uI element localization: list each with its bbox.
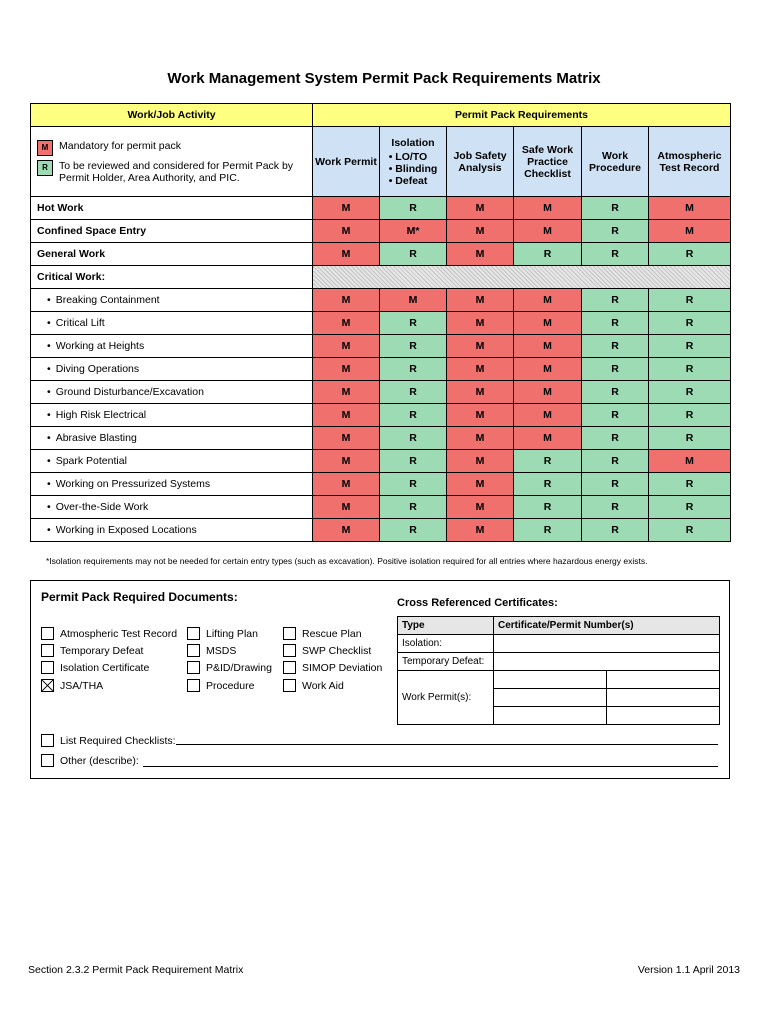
requirement-cell: R (649, 404, 731, 427)
requirement-cell: R (582, 473, 649, 496)
activity-label: • Working on Pressurized Systems (31, 473, 313, 496)
requirement-cell: M (447, 381, 514, 404)
requirement-cell: R (380, 473, 447, 496)
requirement-cell: M (514, 381, 582, 404)
activity-label: • Breaking Containment (31, 289, 313, 312)
header-work-activity: Work/Job Activity (31, 104, 313, 127)
activity-label: • Working in Exposed Locations (31, 519, 313, 542)
requirement-cell: M (514, 335, 582, 358)
requirement-cell: R (649, 473, 731, 496)
requirement-cell: M (313, 358, 380, 381)
bullet-icon: • (47, 317, 51, 329)
xref-work-permit-field[interactable] (607, 671, 720, 689)
checkbox-box[interactable] (187, 679, 200, 692)
checkbox-msds[interactable]: MSDS (187, 644, 236, 657)
requirement-cell: M (514, 197, 582, 220)
requirement-cell: M (313, 450, 380, 473)
col-work-procedure: Work Procedure (582, 127, 649, 197)
requirement-cell: R (380, 404, 447, 427)
checkbox-box[interactable] (283, 679, 296, 692)
activity-label: Confined Space Entry (31, 220, 313, 243)
requirement-cell: R (649, 243, 731, 266)
legend-text: To be reviewed and considered for Permit Pack by Permit Holder, Area Authority, and PIC. (59, 159, 294, 184)
requirement-cell: M (447, 427, 514, 450)
bullet-icon: • (47, 524, 51, 536)
requirement-cell: R (582, 427, 649, 450)
bullet-icon: • (47, 340, 51, 352)
requirement-cell: R (380, 450, 447, 473)
col-atmospheric: Atmospheric Test Record (649, 127, 731, 197)
matrix-row (31, 243, 731, 266)
xref-col-number: Certificate/Permit Number(s) (494, 617, 720, 635)
requirement-cell: R (514, 243, 582, 266)
activity-label: • Abrasive Blasting (31, 427, 313, 450)
checkbox-box[interactable] (187, 661, 200, 674)
xref-work-permit-field[interactable] (607, 707, 720, 725)
requirement-cell: M (514, 289, 582, 312)
page-title: Work Management System Permit Pack Requirements Matrix (167, 70, 601, 87)
requirement-cell: R (380, 335, 447, 358)
legend-swatch: R (37, 160, 53, 176)
requirement-cell: M (447, 404, 514, 427)
bullet-icon: • (47, 409, 51, 421)
isolation-item: • Defeat (388, 174, 428, 187)
xref-row-work-permit: Work Permit(s): (398, 671, 494, 725)
matrix-row (31, 473, 731, 496)
requirement-cell: M (313, 197, 380, 220)
requirement-cell: M (313, 312, 380, 335)
bullet-icon: • (47, 294, 51, 306)
col-work-permit: Work Permit (313, 127, 380, 197)
activity-label: Critical Work: (31, 266, 313, 289)
matrix-row (31, 266, 731, 289)
bullet-icon: • (47, 386, 51, 398)
col-swp-checklist: Safe Work Practice Checklist (514, 127, 582, 197)
checkbox-box[interactable] (41, 754, 54, 767)
checkbox-box[interactable] (41, 644, 54, 657)
requirement-cell: M (313, 427, 380, 450)
requirement-cell: R (649, 358, 731, 381)
checkbox-box[interactable] (187, 627, 200, 640)
checkbox-box[interactable] (41, 734, 54, 747)
checklists-line[interactable] (176, 732, 718, 745)
xref-table (397, 616, 720, 725)
required-documents-panel (30, 580, 730, 779)
xref-work-permit-field[interactable] (494, 707, 607, 725)
activity-label: • Diving Operations (31, 358, 313, 381)
requirement-cell: M (447, 289, 514, 312)
bullet-icon: • (47, 363, 51, 375)
requirement-cell: R (514, 473, 582, 496)
checkbox-box[interactable] (283, 661, 296, 674)
requirement-cell: R (582, 220, 649, 243)
requirement-cell: R (582, 243, 649, 266)
requirement-cell: R (649, 381, 731, 404)
requirement-cell: M (514, 312, 582, 335)
checkbox-jsa-tha[interactable]: JSA/THA (41, 679, 103, 692)
isolation-note: *Isolation requirements may not be needed for certain entry types (such as excavation). Positive isolation required for all entries where hazardous energy exists. (46, 556, 648, 566)
requirement-cell: R (649, 335, 731, 358)
requirement-cell: R (380, 312, 447, 335)
activity-label: • Over-the-Side Work (31, 496, 313, 519)
col-isolation-label: Isolation (391, 136, 435, 149)
requirement-cell: R (649, 312, 731, 335)
documents-title: Permit Pack Required Documents: (41, 590, 238, 604)
xref-title: Cross Referenced Certificates: (397, 597, 558, 609)
requirement-cell: R (582, 312, 649, 335)
legend-text: Mandatory for permit pack (59, 139, 181, 152)
bullet-icon: • (47, 501, 51, 513)
checkbox-atmospheric[interactable]: Atmospheric Test Record (41, 627, 177, 640)
col-jsa: Job Safety Analysis (447, 127, 514, 197)
requirement-cell: M (447, 220, 514, 243)
requirement-cell: M (313, 335, 380, 358)
matrix-row (31, 519, 731, 542)
requirement-cell: R (380, 519, 447, 542)
requirement-cell: M (514, 427, 582, 450)
other-line[interactable] (143, 754, 718, 767)
requirement-cell: R (582, 197, 649, 220)
xref-isolation-number-field[interactable] (494, 635, 720, 653)
checkbox-rescue-plan[interactable]: Rescue Plan (283, 627, 362, 640)
requirement-cell: R (380, 381, 447, 404)
requirement-cell: R (582, 496, 649, 519)
matrix-row (31, 289, 731, 312)
matrix-row (31, 427, 731, 450)
legend-item (37, 160, 306, 184)
requirement-cell: M (447, 358, 514, 381)
requirement-cell: R (582, 404, 649, 427)
matrix-row (31, 335, 731, 358)
requirement-cell: M (447, 335, 514, 358)
requirement-cell: M (313, 404, 380, 427)
checkbox-box[interactable] (41, 661, 54, 674)
requirement-cell: M (380, 289, 447, 312)
requirement-cell: R (649, 289, 731, 312)
requirements-matrix (30, 103, 731, 542)
requirement-cell: M (313, 473, 380, 496)
header-permit-pack: Permit Pack Requirements (313, 104, 731, 127)
legend-swatch: M (37, 140, 53, 156)
hatched-cell (313, 266, 731, 289)
checkbox-swp-checklist[interactable]: SWP Checklist (283, 644, 371, 657)
checkbox-other[interactable]: Other (describe): (41, 754, 139, 767)
legend (31, 127, 313, 197)
bullet-icon: • (47, 478, 51, 490)
requirement-cell: R (380, 496, 447, 519)
checkbox-box[interactable] (187, 644, 200, 657)
xref-work-permit-field[interactable] (494, 671, 607, 689)
requirement-cell: M (313, 289, 380, 312)
requirement-cell: R (380, 197, 447, 220)
checkbox-box[interactable] (41, 679, 54, 692)
checkbox-list-checklists[interactable]: List Required Checklists: (41, 734, 176, 747)
matrix-row (31, 312, 731, 335)
xref-work-permit-field[interactable] (494, 689, 607, 707)
checkbox-simop-deviation[interactable]: SIMOP Deviation (283, 661, 382, 674)
requirement-cell: M (313, 220, 380, 243)
requirement-cell: M* (380, 220, 447, 243)
requirement-cell: R (582, 519, 649, 542)
requirement-cell: R (582, 381, 649, 404)
checkbox-procedure[interactable]: Procedure (187, 679, 254, 692)
isolation-item: • LO/TO (388, 150, 428, 163)
matrix-row (31, 496, 731, 519)
xref-col-type: Type (398, 617, 494, 635)
footer-version: Version 1.1 April 2013 (637, 964, 740, 976)
activity-label: General Work (31, 243, 313, 266)
requirement-cell: R (514, 519, 582, 542)
bullet-icon: • (47, 432, 51, 444)
requirement-cell: R (380, 427, 447, 450)
checkbox-isolation-certificate[interactable]: Isolation Certificate (41, 661, 149, 674)
activity-label: • Ground Disturbance/Excavation (31, 381, 313, 404)
requirement-cell: M (313, 381, 380, 404)
requirement-cell: M (514, 404, 582, 427)
requirement-cell: R (649, 519, 731, 542)
xref-row-temp-defeat: Temporary Defeat: (398, 653, 494, 671)
requirement-cell: M (313, 496, 380, 519)
requirement-cell: R (582, 358, 649, 381)
checkbox-box[interactable] (283, 627, 296, 640)
xref-temp-defeat-number-field[interactable] (494, 653, 720, 671)
requirement-cell: R (582, 335, 649, 358)
legend-item (37, 140, 306, 156)
checkbox-temporary-defeat[interactable]: Temporary Defeat (41, 644, 143, 657)
activity-label: Hot Work (31, 197, 313, 220)
requirement-cell: R (380, 243, 447, 266)
requirement-cell: M (649, 220, 731, 243)
matrix-row (31, 358, 731, 381)
checkbox-work-aid[interactable]: Work Aid (283, 679, 344, 692)
requirement-cell: R (649, 427, 731, 450)
activity-label: • Critical Lift (31, 312, 313, 335)
requirement-cell: R (380, 358, 447, 381)
requirement-cell: R (514, 496, 582, 519)
activity-label: • Spark Potential (31, 450, 313, 473)
isolation-items (389, 151, 438, 187)
activity-label: • High Risk Electrical (31, 404, 313, 427)
matrix-row (31, 381, 731, 404)
requirement-cell: M (447, 312, 514, 335)
requirement-cell: R (582, 450, 649, 473)
xref-row-isolation: Isolation: (398, 635, 494, 653)
requirement-cell: M (313, 519, 380, 542)
matrix-row (31, 404, 731, 427)
checkbox-box[interactable] (41, 627, 54, 640)
requirement-cell: M (447, 450, 514, 473)
requirement-cell: M (447, 519, 514, 542)
requirement-cell: R (582, 289, 649, 312)
requirement-cell: M (447, 473, 514, 496)
requirement-cell: M (447, 496, 514, 519)
requirement-cell: M (313, 243, 380, 266)
matrix-row (31, 450, 731, 473)
activity-label: • Working at Heights (31, 335, 313, 358)
matrix-row (31, 220, 731, 243)
checkbox-lifting-plan[interactable]: Lifting Plan (187, 627, 258, 640)
checkbox-pid-drawing[interactable]: P&ID/Drawing (187, 661, 272, 674)
matrix-row (31, 197, 731, 220)
requirement-cell: R (649, 496, 731, 519)
isolation-item: • Blinding (388, 162, 438, 175)
requirement-cell: M (649, 197, 731, 220)
bullet-icon: • (47, 455, 51, 467)
requirement-cell: M (447, 197, 514, 220)
footer-section: Section 2.3.2 Permit Pack Requirement Matrix (28, 964, 244, 976)
requirement-cell: M (514, 358, 582, 381)
checkbox-box[interactable] (283, 644, 296, 657)
requirement-cell: M (447, 243, 514, 266)
col-isolation (380, 127, 447, 197)
requirement-cell: M (649, 450, 731, 473)
requirement-cell: M (514, 220, 582, 243)
requirement-cell: R (514, 450, 582, 473)
xref-work-permit-field[interactable] (607, 689, 720, 707)
